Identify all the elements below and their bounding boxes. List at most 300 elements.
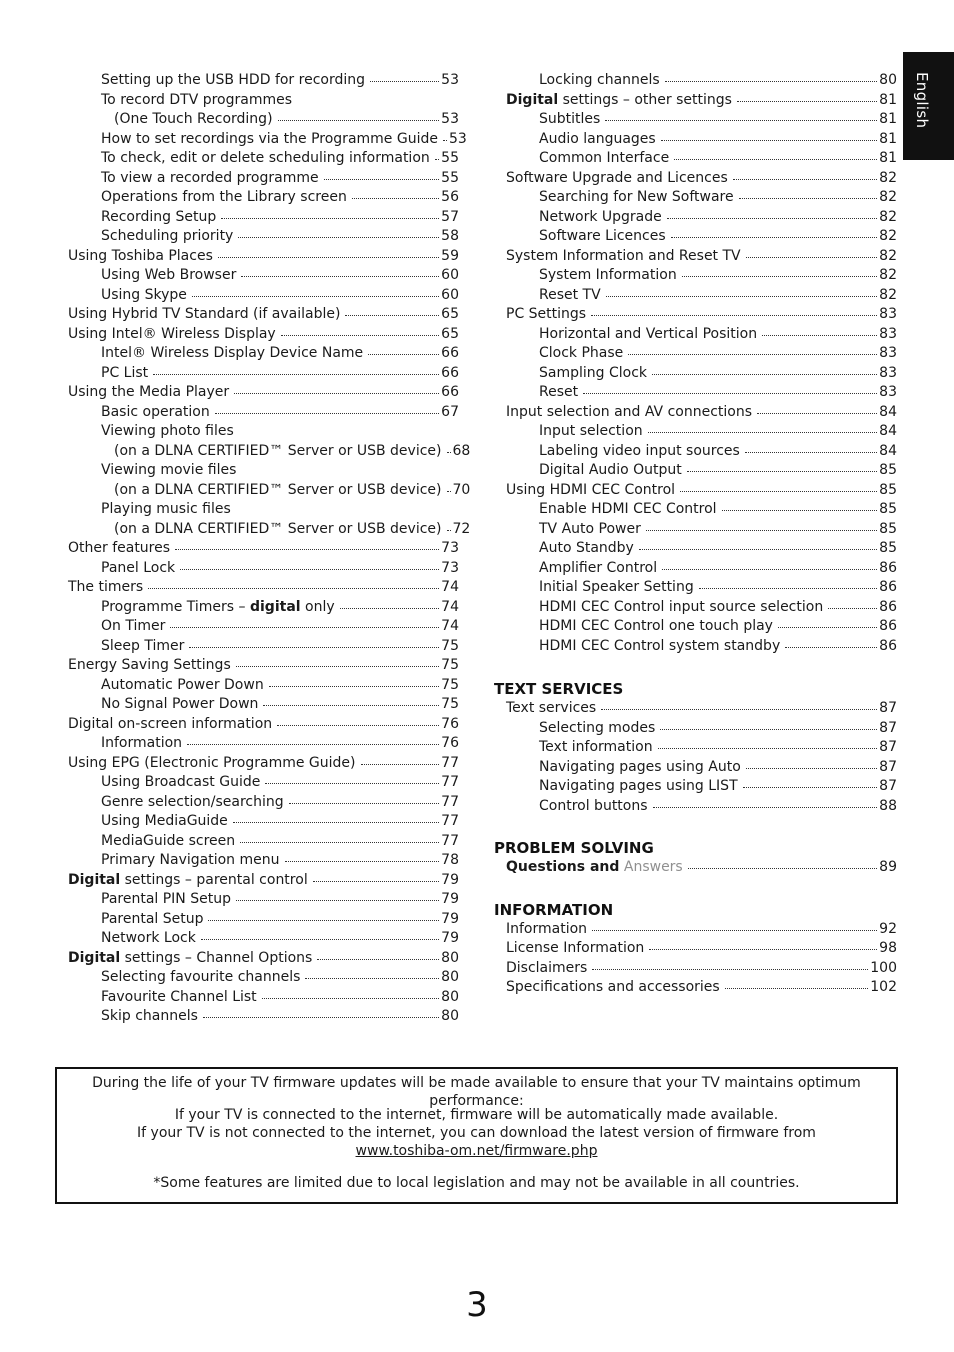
toc-page-number: 76 (441, 715, 459, 732)
toc-entry (539, 777, 897, 797)
toc-left-column (68, 71, 471, 1027)
toc-entry (68, 754, 459, 774)
toc-entry-title: Parental Setup (101, 910, 204, 927)
toc-page-number: 53 (441, 72, 459, 88)
toc-entry (101, 598, 459, 618)
toc-entry (101, 890, 459, 910)
dot-leader (281, 334, 439, 336)
dot-leader (262, 997, 440, 999)
dot-leader (722, 509, 878, 511)
toc-page-number: 81 (879, 130, 897, 147)
toc-entry (539, 500, 897, 520)
toc-entry (101, 832, 459, 852)
dot-leader (187, 743, 439, 745)
toc-page-number: 68 (452, 442, 471, 459)
dot-leader (170, 626, 439, 628)
toc-entry-title: Searching for New Software (539, 189, 734, 205)
toc-page-number: 74 (441, 598, 459, 615)
toc-page-number: 73 (441, 540, 459, 556)
toc-entry (114, 442, 471, 462)
toc-entry (506, 699, 897, 719)
dot-leader (658, 747, 878, 749)
dot-leader (317, 958, 439, 960)
dot-leader (667, 217, 877, 219)
toc-page-number: 80 (441, 988, 459, 1005)
toc-entry (101, 364, 459, 384)
toc-entry-title: HDMI CEC Control system standby (539, 637, 781, 654)
toc-entry (101, 812, 459, 832)
toc-entry-title: (One Touch Recording) (114, 111, 273, 127)
toc-page-number: 77 (441, 754, 459, 771)
toc-entry (539, 227, 897, 247)
dot-leader (671, 236, 878, 238)
toc-entry-title: Common Interface (539, 150, 670, 166)
toc-entry (101, 91, 459, 111)
toc-page-number: 82 (879, 286, 897, 303)
toc-page-number: 66 (441, 384, 459, 400)
toc-page-number: 57 (441, 208, 459, 225)
toc-page-number: 84 (879, 423, 897, 439)
language-label: English (913, 72, 931, 129)
toc-entry (68, 656, 459, 676)
toc-entry (539, 383, 897, 403)
toc-entry (539, 71, 897, 91)
toc-entry (539, 442, 897, 462)
dot-leader (605, 119, 877, 121)
dot-leader (778, 626, 877, 628)
toc-entry-title: Labeling video input sources (539, 442, 740, 459)
notice-line-1: During the life of your TV firmware updates will be made available to ensure that your TV maintains optimum performance: (92, 1075, 861, 1109)
dot-leader (313, 880, 439, 882)
section-heading: TEXT SERVICES (494, 680, 624, 698)
toc-entry (539, 325, 897, 345)
toc-entry (539, 130, 897, 150)
dot-leader (592, 929, 877, 931)
toc-page-number: 60 (441, 286, 459, 303)
dot-leader (665, 80, 877, 82)
toc-page-number: 55 (441, 169, 459, 186)
dot-leader (180, 568, 439, 570)
toc-entry-title: Scheduling priority (101, 228, 234, 244)
toc-entry-title: Digital on-screen information (68, 715, 273, 732)
dot-leader (725, 987, 869, 989)
dot-leader (443, 139, 447, 141)
toc-page-number: 85 (879, 540, 897, 556)
notice-line-5: *Some features are limited due to local legislation and may not be available in all countries. (153, 1175, 800, 1191)
dot-leader (447, 490, 451, 492)
dot-leader (221, 217, 439, 219)
dot-leader (340, 607, 440, 609)
toc-entry-title: On Timer (101, 618, 166, 634)
toc-entry (506, 959, 897, 979)
toc-entry (539, 188, 897, 208)
toc-entry (101, 422, 459, 442)
toc-page-number: 53 (448, 130, 467, 147)
toc-entry (101, 169, 459, 189)
toc-page-number: 86 (879, 579, 897, 595)
toc-page-number: 102 (870, 979, 897, 995)
toc-entry-title: Using Toshiba Places (68, 247, 213, 264)
toc-page-number: 75 (441, 637, 459, 654)
toc-entry (114, 520, 471, 540)
toc-page-number: 74 (441, 579, 459, 595)
toc-entry (101, 988, 459, 1008)
toc-entry (506, 858, 897, 878)
toc-entry-title: Navigating pages using Auto (539, 758, 741, 775)
toc-entry-title: Using Intel® Wireless Display (68, 325, 276, 342)
toc-page-number: 87 (879, 719, 897, 736)
dot-leader (687, 470, 877, 472)
toc-page-number: 70 (452, 481, 471, 498)
dot-leader (238, 236, 439, 238)
dot-leader (208, 919, 439, 921)
toc-entry (101, 403, 459, 423)
toc-entry (68, 305, 459, 325)
toc-entry (68, 715, 459, 735)
toc-page-number: 58 (441, 228, 459, 244)
toc-entry-title: Text information (539, 739, 653, 755)
toc-entry-title: Favourite Channel List (101, 988, 257, 1005)
toc-right-column (494, 71, 897, 998)
toc-page-number: 77 (441, 832, 459, 849)
dot-leader (785, 646, 877, 648)
toc-entry-title: Genre selection/searching (101, 793, 284, 810)
toc-page-number: 86 (879, 618, 897, 634)
toc-entry-title: (on a DLNA CERTIFIED™ Server or USB device) (114, 520, 442, 537)
toc-page-number: 80 (441, 949, 459, 966)
toc-entry-title: Playing music files (101, 501, 231, 517)
toc-page-number: 85 (879, 501, 897, 517)
toc-entry-title: System Information (539, 267, 677, 283)
toc-entry (101, 130, 467, 150)
toc-entry (539, 344, 897, 364)
toc-page-number: 59 (441, 247, 459, 264)
toc-page-number: 81 (879, 150, 897, 166)
toc-entry-title: Using Web Browser (101, 267, 237, 283)
toc-entry (68, 539, 459, 559)
dot-leader (241, 275, 439, 277)
dot-leader (828, 607, 877, 609)
toc-entry-title: Energy Saving Settings (68, 657, 231, 673)
dot-leader (639, 548, 877, 550)
toc-entry-title: Input selection (539, 423, 643, 439)
toc-page-number: 80 (441, 1008, 459, 1024)
toc-entry-title: System Information and Reset TV (506, 247, 741, 264)
toc-page-number: 83 (879, 325, 897, 342)
toc-entry-title: Subtitles (539, 111, 601, 127)
dot-leader (285, 860, 440, 862)
dot-leader (628, 353, 877, 355)
toc-entry-title: Navigating pages using LIST (539, 778, 738, 794)
toc-entry-title: How to set recordings via the Programme Guide (101, 130, 438, 147)
toc-page-number: 87 (879, 778, 897, 794)
dot-leader (746, 767, 877, 769)
toc-entry (68, 949, 459, 969)
dot-leader (236, 665, 439, 667)
toc-page-number: 83 (879, 364, 897, 381)
toc-entry (539, 364, 897, 384)
dot-leader (361, 763, 440, 765)
toc-entry-title: Recording Setup (101, 208, 217, 225)
section-heading: INFORMATION (494, 900, 614, 919)
dot-leader (289, 802, 440, 804)
toc-entry-title: Software Licences (539, 228, 666, 244)
toc-entry-title: Software Upgrade and Licences (506, 169, 728, 186)
toc-entry (101, 617, 459, 637)
dot-leader (688, 867, 877, 869)
toc-page-number: 87 (879, 739, 897, 755)
toc-page-number: 65 (441, 325, 459, 342)
toc-entry-title: Viewing photo files (101, 423, 234, 439)
toc-entry-title: Disclaimers (506, 959, 588, 976)
dot-leader (680, 490, 877, 492)
toc-entry-title: Digital Audio Output (539, 462, 682, 478)
toc-entry-title: HDMI CEC Control one touch play (539, 618, 773, 634)
toc-page-number: 72 (452, 520, 471, 537)
toc-entry (539, 520, 897, 540)
toc-page-number: 85 (879, 462, 897, 478)
firmware-link[interactable]: www.toshiba-om.net/firmware.php (355, 1143, 598, 1159)
toc-page-number: 81 (879, 91, 897, 108)
toc-page-number: 75 (441, 676, 459, 693)
toc-entry-title: Locking channels (539, 72, 660, 88)
toc-entry (506, 305, 897, 325)
toc-page-number: 82 (879, 189, 897, 205)
toc-page-number: 82 (879, 267, 897, 283)
toc-page-number: 87 (879, 758, 897, 775)
toc-page-number: 66 (441, 345, 459, 361)
dot-leader (352, 197, 439, 199)
toc-page-number: 82 (879, 208, 897, 225)
dot-leader (583, 392, 877, 394)
dot-leader (746, 256, 878, 258)
toc-entry-title: Using the Media Player (68, 384, 230, 400)
toc-entry (101, 968, 459, 988)
toc-page-number: 92 (879, 920, 897, 937)
toc-entry-title: Information (506, 920, 588, 937)
toc-entry (101, 695, 459, 715)
toc-page-number: 83 (879, 384, 897, 400)
dot-leader (236, 899, 439, 901)
toc-entry (101, 149, 459, 169)
toc-entry (68, 247, 459, 267)
dot-leader (646, 529, 877, 531)
toc-entry (114, 110, 459, 130)
toc-entry-title: Control buttons (539, 797, 648, 814)
toc-entry (539, 617, 897, 637)
toc-entry-title: No Signal Power Down (101, 696, 259, 712)
toc-entry-title: Initial Speaker Setting (539, 579, 694, 595)
toc-entry-title: (on a DLNA CERTIFIED™ Server or USB device) (114, 442, 442, 459)
toc-entry (506, 169, 897, 189)
dot-leader (733, 178, 877, 180)
toc-entry-title: Parental PIN Setup (101, 891, 231, 907)
dot-leader (175, 548, 439, 550)
dot-leader (743, 786, 878, 788)
toc-page-number: 84 (879, 442, 897, 459)
toc-entry-title: The timers (68, 579, 144, 595)
toc-page-number: 74 (441, 618, 459, 634)
toc-page-number: 67 (441, 403, 459, 420)
toc-entry (101, 461, 459, 481)
toc-entry-title: Operations from the Library screen (101, 189, 347, 205)
toc-entry (506, 403, 897, 423)
toc-entry (101, 676, 459, 696)
toc-entry (539, 559, 897, 579)
toc-page-number: 86 (879, 637, 897, 654)
dot-leader (263, 704, 439, 706)
dot-leader (203, 1016, 439, 1018)
dot-leader (233, 821, 439, 823)
toc-entry (506, 481, 897, 501)
toc-entry-title: License Information (506, 940, 645, 956)
toc-page-number: 56 (441, 189, 459, 205)
toc-entry (539, 110, 897, 130)
toc-entry (114, 481, 471, 501)
toc-entry (539, 797, 897, 817)
toc-entry-title: Audio languages (539, 130, 656, 147)
dot-leader (601, 708, 877, 710)
toc-page-number: 82 (879, 247, 897, 264)
dot-leader (652, 373, 877, 375)
toc-entry-title: Network Upgrade (539, 208, 662, 225)
toc-entry (506, 978, 897, 998)
toc-entry-title: Selecting modes (539, 719, 656, 736)
toc-entry-title: MediaGuide screen (101, 832, 236, 849)
toc-page-number: 83 (879, 345, 897, 361)
toc-entry (506, 91, 897, 111)
toc-page-number: 81 (879, 111, 897, 127)
dot-leader (218, 256, 439, 258)
firmware-notice-box (55, 1067, 898, 1204)
dot-leader (745, 451, 877, 453)
dot-leader (277, 724, 439, 726)
toc-page-number: 89 (879, 859, 897, 875)
toc-page-number: 79 (441, 930, 459, 946)
toc-entry-title: Reset TV (539, 286, 601, 303)
toc-page-number: 78 (441, 852, 459, 868)
dot-leader (278, 119, 440, 121)
toc-entry (101, 637, 459, 657)
toc-page-number: 66 (441, 364, 459, 381)
toc-page-number: 86 (879, 559, 897, 576)
dot-leader (370, 80, 439, 82)
language-tab (903, 52, 954, 160)
toc-entry-title: Skip channels (101, 1008, 198, 1024)
toc-page-number: 87 (879, 700, 897, 716)
toc-entry (101, 851, 459, 871)
dot-leader (324, 178, 440, 180)
dot-leader (345, 314, 439, 316)
toc-entry (539, 461, 897, 481)
toc-entry-title: Auto Standby (539, 540, 634, 556)
toc-entry-title: Questions and Answers (506, 859, 683, 875)
toc-entry-title: Input selection and AV connections (506, 403, 753, 420)
dot-leader (649, 948, 877, 950)
toc-entry-title: Sleep Timer (101, 637, 185, 654)
toc-entry-title: Amplifier Control (539, 559, 658, 576)
toc-page-number: 79 (441, 910, 459, 927)
dot-leader (153, 373, 439, 375)
toc-entry-title: Viewing movie files (101, 462, 237, 478)
toc-entry-title: Text services (506, 700, 597, 716)
toc-entry (101, 286, 459, 306)
toc-entry (101, 208, 459, 228)
page-number: 3 (466, 1285, 488, 1325)
dot-leader (148, 587, 439, 589)
toc-entry-title: Reset (539, 384, 579, 400)
toc-entry (101, 344, 459, 364)
toc-entry-title: Using Skype (101, 286, 187, 303)
toc-entry (539, 208, 897, 228)
toc-page-number: 77 (441, 774, 459, 790)
dot-leader (240, 841, 439, 843)
toc-entry-title: Setting up the USB HDD for recording (101, 72, 366, 88)
toc-entry-title: Information (101, 735, 183, 751)
toc-entry-title: Programme Timers – digital only (101, 598, 335, 615)
toc-entry (101, 227, 459, 247)
dot-leader (757, 412, 877, 414)
toc-entry-title: Network Lock (101, 930, 196, 946)
toc-entry (539, 149, 897, 169)
toc-entry-title: Intel® Wireless Display Device Name (101, 345, 364, 361)
toc-page-number: 88 (879, 797, 897, 814)
dot-leader (674, 158, 877, 160)
toc-entry (101, 929, 459, 949)
toc-entry (68, 383, 459, 403)
toc-entry (101, 773, 459, 793)
toc-page-number: 65 (441, 306, 459, 322)
toc-entry-title: Using MediaGuide (101, 813, 228, 829)
toc-page-number: 55 (441, 150, 459, 166)
toc-entry (506, 939, 897, 959)
toc-page-number: 80 (879, 72, 897, 88)
toc-entry-title: Enable HDMI CEC Control (539, 501, 717, 517)
toc-entry (539, 286, 897, 306)
toc-entry-title: HDMI CEC Control input source selection (539, 598, 824, 615)
section-heading: PROBLEM SOLVING (494, 839, 654, 857)
toc-page-number: 82 (879, 228, 897, 244)
toc-entry-title: Automatic Power Down (101, 676, 264, 693)
toc-page-number: 86 (879, 598, 897, 615)
toc-page-number: 100 (870, 959, 897, 976)
toc-entry (68, 578, 459, 598)
toc-entry (506, 920, 897, 940)
dot-leader (189, 646, 439, 648)
toc-entry-title: Digital settings – parental control (68, 871, 308, 888)
toc-entry-title: To view a recorded programme (101, 169, 319, 186)
toc-entry (539, 578, 897, 598)
toc-entry-title: Sampling Clock (539, 364, 648, 381)
dot-leader (215, 412, 439, 414)
toc-entry (101, 188, 459, 208)
toc-entry (101, 734, 459, 754)
toc-entry (539, 598, 897, 618)
toc-entry-title: Digital settings – other settings (506, 91, 732, 108)
toc-entry (539, 758, 897, 778)
dot-leader (201, 938, 439, 940)
toc-page-number: 77 (441, 813, 459, 829)
dot-leader (265, 782, 439, 784)
dot-leader (699, 587, 877, 589)
toc-page-number: 83 (879, 306, 897, 322)
toc-page-number: 79 (441, 871, 459, 888)
dot-leader (606, 295, 877, 297)
toc-entry (539, 637, 897, 657)
toc-entry-title: PC Settings (506, 306, 587, 322)
dot-leader (368, 353, 439, 355)
toc-entry-title: Using Broadcast Guide (101, 774, 261, 790)
